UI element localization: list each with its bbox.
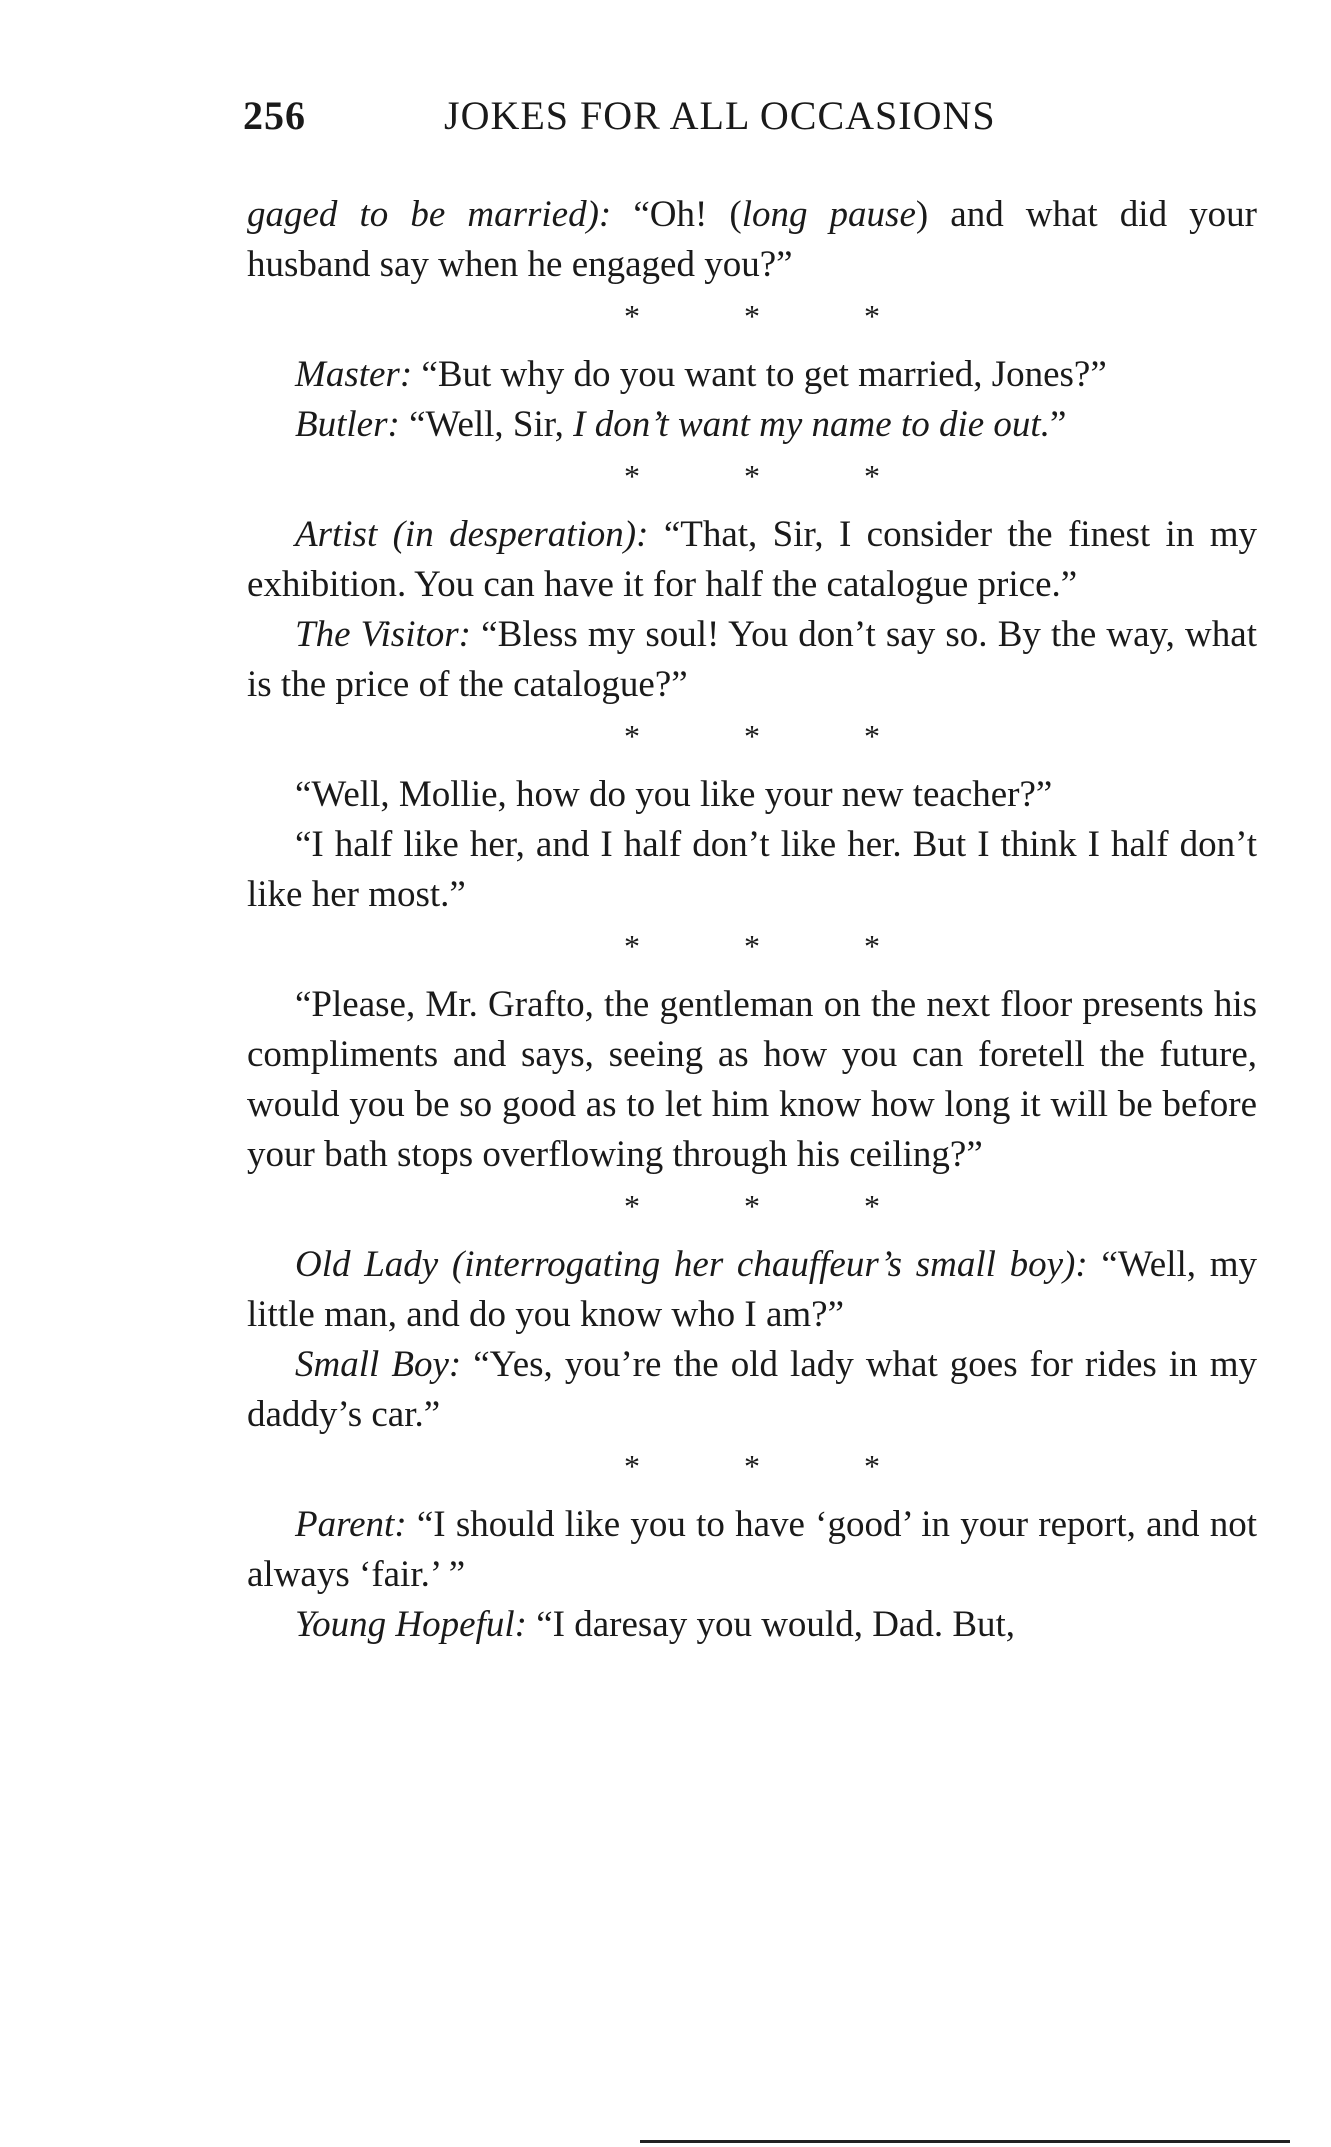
separator: * * * [624,718,928,754]
page-body [247,190,1257,1650]
joke-7-text-1: “I should like you to have ‘good’ in your report, and not always ‘fair.’ ” [247,1504,1258,1595]
joke-1-text-b: ) and what did your husband say when he engaged you?” [247,194,1257,285]
joke-1-stage-direction: gaged to be married): [247,194,634,235]
joke-7-line-2 [247,1600,1257,1650]
joke-6-text-2: “Yes, you’re the old lady what goes for rides in my daddy’s car.” [247,1344,1257,1435]
joke-3-text-2: “Bless my soul! You don’t say so. By the way, what is the price of the catalogue?” [247,614,1257,705]
joke-2-line-1 [247,350,1257,400]
bottom-rule [640,2140,1290,2143]
speaker-visitor: The Visitor: [295,614,482,655]
speaker-small-boy: Small Boy: [295,1344,474,1385]
joke-2-text-2-italic: I don’t want my name to die out. [573,404,1050,445]
joke-3-text-1: “That, Sir, I consider the finest in my exhibition. You can have it for half the catalogue price.” [247,514,1257,605]
speaker-young-hopeful: Young Hopeful: [295,1604,537,1645]
joke-4-line-1: “Well, Mollie, how do you like your new teacher?” [295,774,1053,815]
separator: * * * [624,458,928,494]
joke-3-line-1 [247,510,1257,610]
joke-2-text-2b: ” [1049,404,1067,445]
joke-6-line-2 [247,1340,1257,1440]
speaker-old-lady: Old Lady (interrogating her chauffeur’s small boy): [295,1244,1102,1285]
joke-7-line-1 [247,1500,1257,1600]
joke-6-text-1: “Well, my little man, and do you know who I am?” [247,1244,1257,1335]
joke-5-paragraph: “Please, Mr. Grafto, the gentleman on the next floor presents his compliments and says, seeing as how you can foretell the future, would you be so good as to let him know how long it will be before your bath stops overflowing through his ceiling?” [247,984,1257,1175]
joke-1-paragraph [247,190,1257,290]
speaker-master: Master: [295,354,422,395]
joke-2-line-2 [247,400,1257,450]
joke-1-italic-aside: long pause [741,194,916,235]
separator: * * * [624,1188,928,1224]
joke-4-line-2: “I half like her, and I half don’t like her. But I think I half don’t like her most.” [247,824,1257,915]
running-title: JOKES FOR ALL OCCASIONS [444,93,996,138]
speaker-butler: Butler: [295,404,410,445]
separator: * * * [624,928,928,964]
joke-7-text-2: “I daresay you would, Dad. But, [536,1604,1016,1645]
speaker-parent: Parent: [295,1504,417,1545]
separator: * * * [624,1448,928,1484]
running-head [243,92,1243,139]
joke-2-text-2a: “Well, Sir, [409,404,574,445]
speaker-artist: Artist (in desperation): [295,514,664,555]
joke-1-text-a: “Oh! ( [633,194,742,235]
separator: * * * [624,298,928,334]
page-number: 256 [243,93,306,138]
joke-3-line-2 [247,610,1257,710]
joke-6-line-1 [247,1240,1257,1340]
joke-2-text-1: “But why do you want to get married, Jones?” [421,354,1107,395]
